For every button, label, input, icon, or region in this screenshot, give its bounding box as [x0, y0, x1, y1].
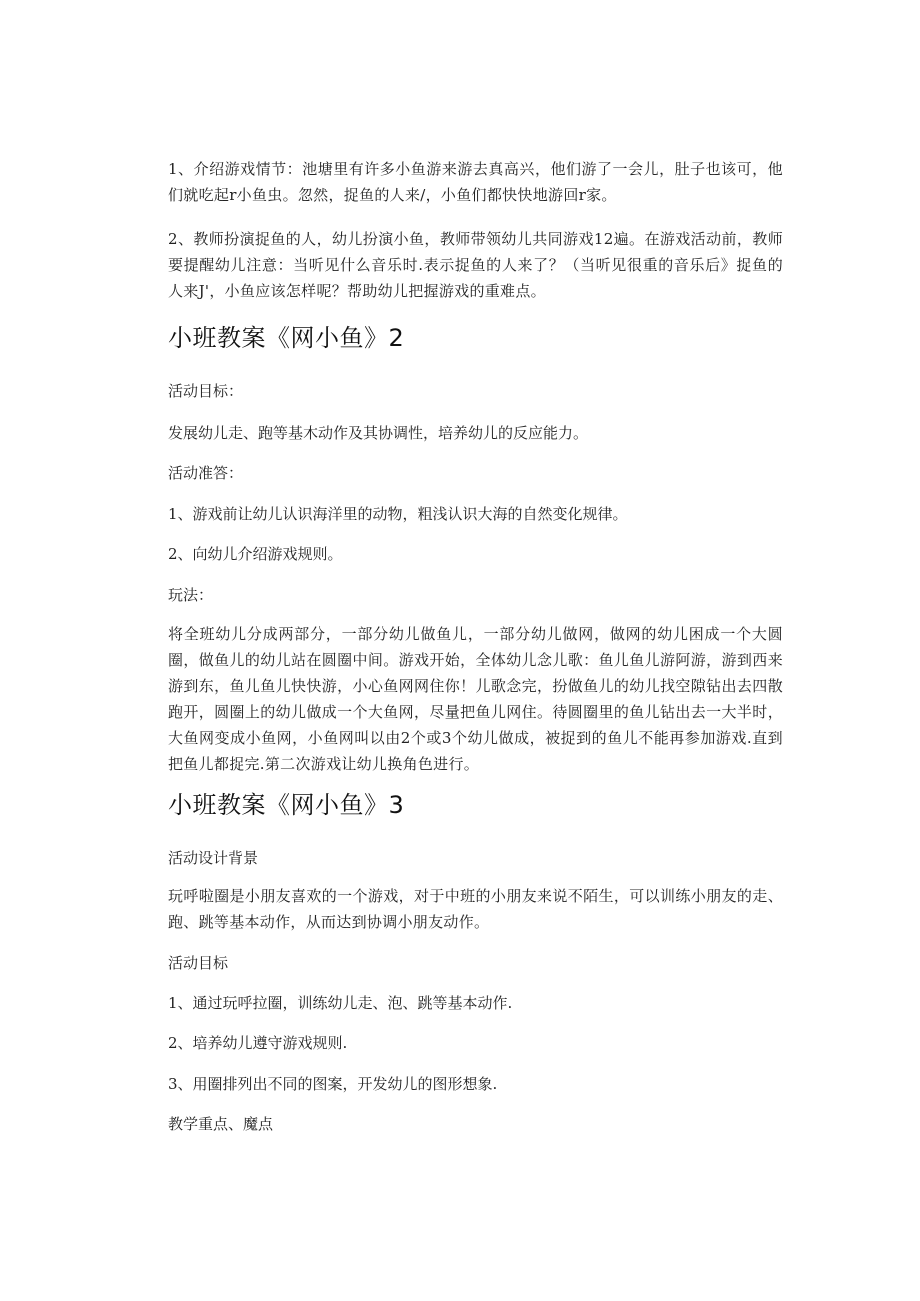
intro-paragraph-1: 1、介绍游戏情节：池塘里有许多小鱼游来游去真高兴，他们游了一会儿，肚子也该可，他们就吃起r小鱼虫。忽然，捉鱼的人来/，小鱼们都快快地游回r家。: [168, 160, 783, 204]
activity-goal-text: 发展幼儿走、跑等基木动作及其协调性，培养幼儿的反应能力。: [168, 424, 589, 442]
goals-label: 活动目标: [168, 954, 229, 972]
activity-goal-label: 活动目标：: [168, 382, 244, 400]
play-label: 玩法：: [168, 586, 214, 604]
goal-item-3: 3、用圈排列出不同的图案，开发幼儿的图形想象.: [168, 1075, 498, 1093]
section-3-heading: 小班教案《网小鱼》3: [168, 791, 405, 819]
intro-paragraph-2: 2、教师扮演捉鱼的人，幼儿扮演小鱼，教师带领幼儿共同游戏12遍。在游戏活动前，教师要提醒幼儿注意：当听见什么音乐时.表示捉鱼的人来了？（当听见很重的音乐后》捉鱼的人来J'，小鱼应该怎样呢？帮助幼儿把握游戏的重难点。: [168, 230, 783, 300]
goal-item-1: 1、通过玩呼拉圈，训练幼儿走、泡、跳等基本动作.: [168, 994, 513, 1012]
goal-item-2: 2、培养幼儿遵守游戏规则.: [168, 1034, 348, 1052]
section-2-heading: 小班教案《网小鱼》2: [168, 324, 405, 352]
prep-item-2: 2、向幼儿介绍游戏规则。: [168, 545, 343, 563]
activity-prep-label: 活动准答：: [168, 464, 244, 482]
prep-item-1: 1、游戏前让幼儿认识海洋里的动物，粗浅认识大海的自然变化规律。: [168, 505, 628, 523]
play-paragraph: 将全班幼儿分成两部分，一部分幼儿做鱼儿，一部分幼儿做网，做网的幼儿困成一个大圆圈，做鱼儿的幼儿站在圆圈中间。游戏开始，全体幼儿念儿歌：鱼儿鱼儿游阿游，游到西来游到东，鱼儿鱼儿快快游，小心鱼网网住你！儿歌念完，扮做鱼儿的幼儿找空隙钻出去四散跑开，圆圈上的幼儿做成一个大鱼网，尽量把鱼儿网住。待圆圈里的鱼儿钻出去一大半时，大鱼网变成小鱼网，小鱼网叫以由2个或3个幼儿做成，被捉到的鱼儿不能再参加游戏.直到把鱼儿都捉完.第二次游戏让幼儿换角色进行。: [168, 625, 783, 773]
background-paragraph: 玩呼啦圈是小朋友喜欢的一个游戏，对于中班的小朋友来说不陌生，可以训练小朋友的走、跑、跳等基本动作，从而达到协调小朋友动作。: [168, 887, 783, 931]
background-label: 活动设计背景: [168, 849, 259, 867]
key-points-label: 教学重点、魔点: [168, 1115, 274, 1133]
